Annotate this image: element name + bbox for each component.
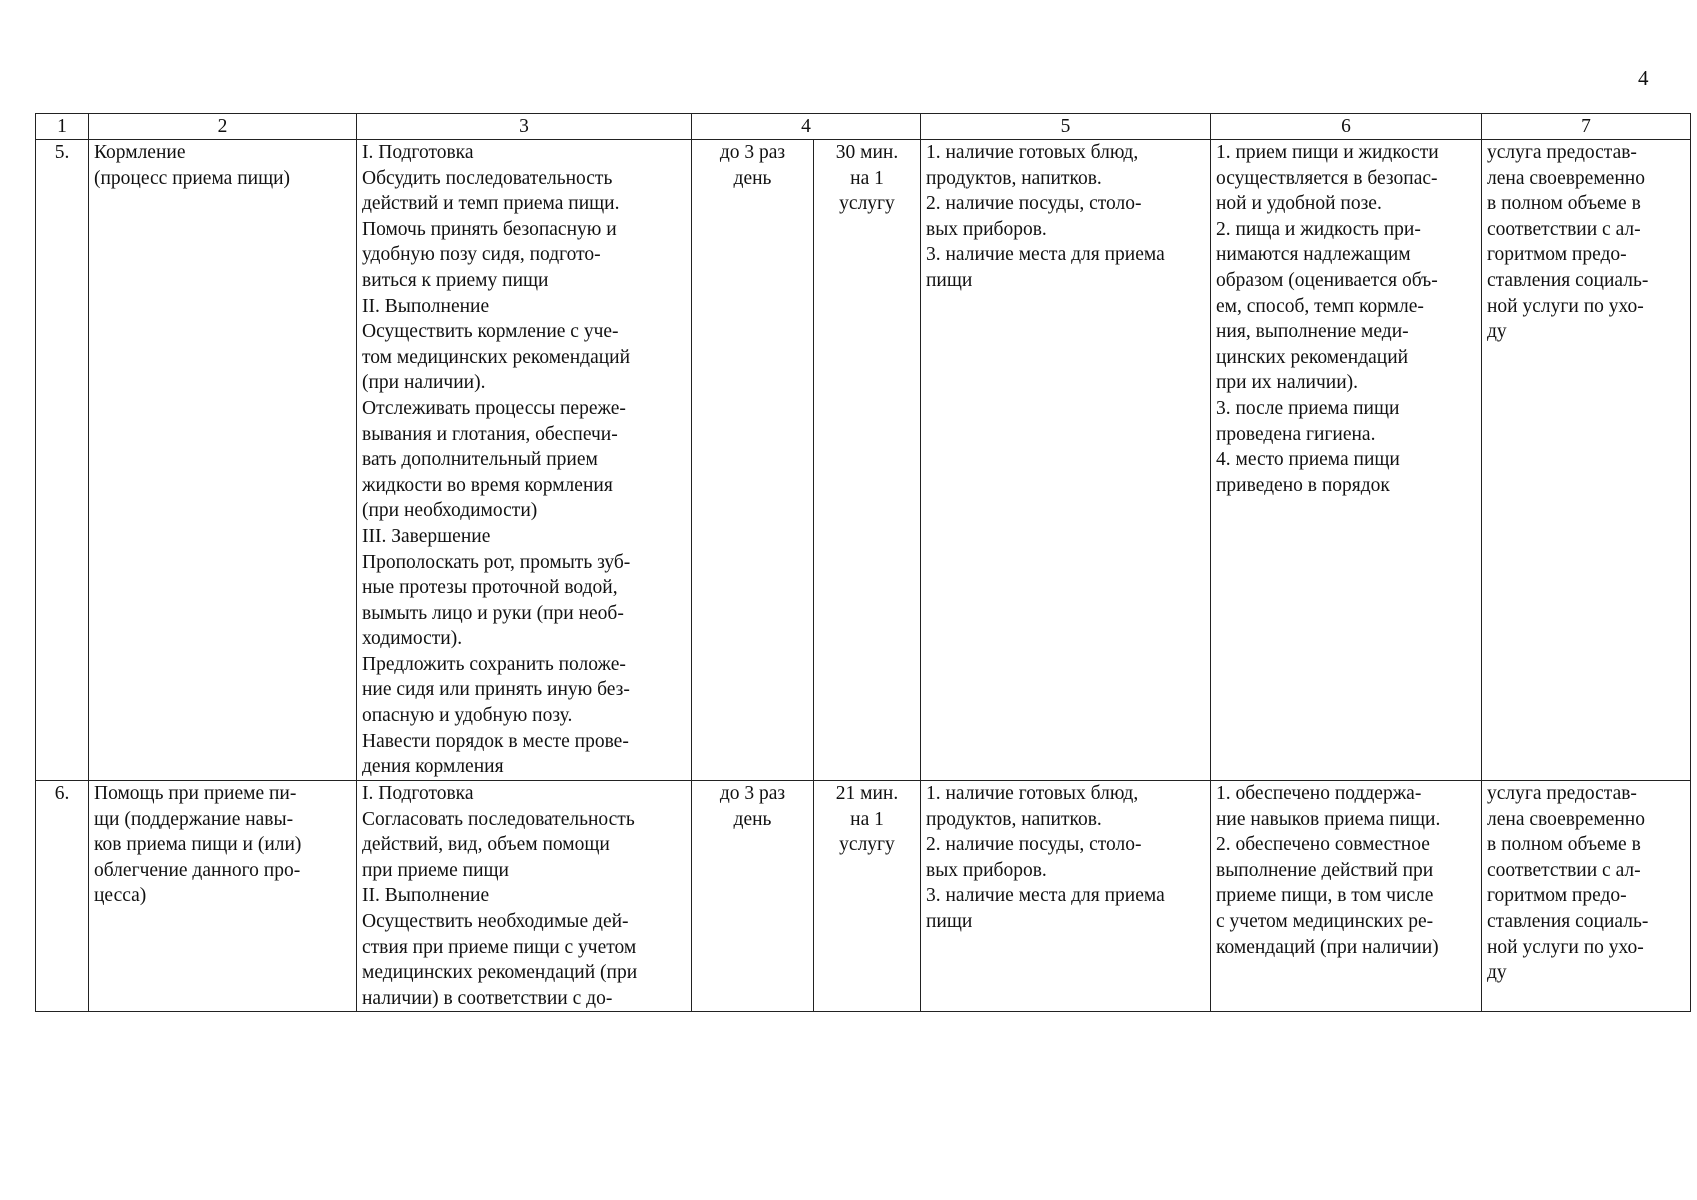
service-content-cell: I. Подготовка Обсудить последовательность действий и темп приема пищи. Помочь принять безопасную и удобную позу сидя, подгото- виться к приему пищи II. Выполнение Осуществить кормление с уче- том медицинских рекомендаций (при наличии). Отслеживать процессы переже- вывания и глотания, обеспечи- вать дополнительный прием жидкости во время кормления (при необходимости) III. Завершение Прополоскать рот, промыть зуб- ные протезы проточной водой, вымыть лицо и руки (при необ- ходимости). Предложить сохранить положе- ние сидя или принять иную без- опасную и удобную позу. Навести порядок в месте прове- дения кормления [357,140,692,781]
header-cell-5: 5 [921,114,1211,140]
service-name-cell: Помощь при приеме пи- щи (поддержание навы- ков приема пищи и (или) облегчение данного про- цесса) [89,781,357,1012]
header-cell-7: 7 [1482,114,1691,140]
duration-cell: 21 мин. на 1 услугу [814,781,921,1012]
results-cell: 1. обеспечено поддержа- ние навыков приема пищи. 2. обеспечено совместное выполнение действий при приеме пищи, в том числе с учетом медицинских ре- комендаций (при наличии) [1211,781,1482,1012]
row-number: 6. [36,781,89,1012]
header-cell-3: 3 [357,114,692,140]
table-header-row [36,114,1691,140]
page-number: 4 [1638,66,1649,90]
evaluation-cell: услуга предостав- лена своевременно в полном объеме в соответствии с ал- горитмом предо- ставления социаль- ной услуги по ухо- ду [1482,140,1691,781]
table-row [36,781,1691,1012]
conditions-cell: 1. наличие готовых блюд, продуктов, напитков. 2. наличие посуды, столо- вых приборов. 3. наличие места для приема пищи [921,781,1211,1012]
header-cell-2: 2 [89,114,357,140]
duration-cell: 30 мин. на 1 услугу [814,140,921,781]
evaluation-cell: услуга предостав- лена своевременно в полном объеме в соответствии с ал- горитмом предо- ставления социаль- ной услуги по ухо- ду [1482,781,1691,1012]
services-table [35,113,1691,1012]
header-cell-1: 1 [36,114,89,140]
service-content-cell: I. Подготовка Согласовать последовательность действий, вид, объем помощи при приеме пищи II. Выполнение Осуществить необходимые дей- ствия при приеме пищи с учетом медицинских рекомендаций (при наличии) в соответствии с до- [357,781,692,1012]
service-name-cell: Кормление (процесс приема пищи) [89,140,357,781]
frequency-cell: до 3 раз день [692,781,814,1012]
results-cell: 1. прием пищи и жидкости осуществляется в безопас- ной и удобной позе. 2. пища и жидкость при- нимаются надлежащим образом (оценивается объ- ем, способ, темп кормле- ния, выполнение меди- цинских рекомендаций при их наличии). 3. после приема пищи проведена гигиена. 4. место приема пищи приведено в порядок [1211,140,1482,781]
row-number: 5. [36,140,89,781]
header-cell-6: 6 [1211,114,1482,140]
conditions-cell: 1. наличие готовых блюд, продуктов, напитков. 2. наличие посуды, столо- вых приборов. 3. наличие места для приема пищи [921,140,1211,781]
header-cell-4: 4 [692,114,921,140]
frequency-cell: до 3 раз день [692,140,814,781]
table-row [36,140,1691,781]
